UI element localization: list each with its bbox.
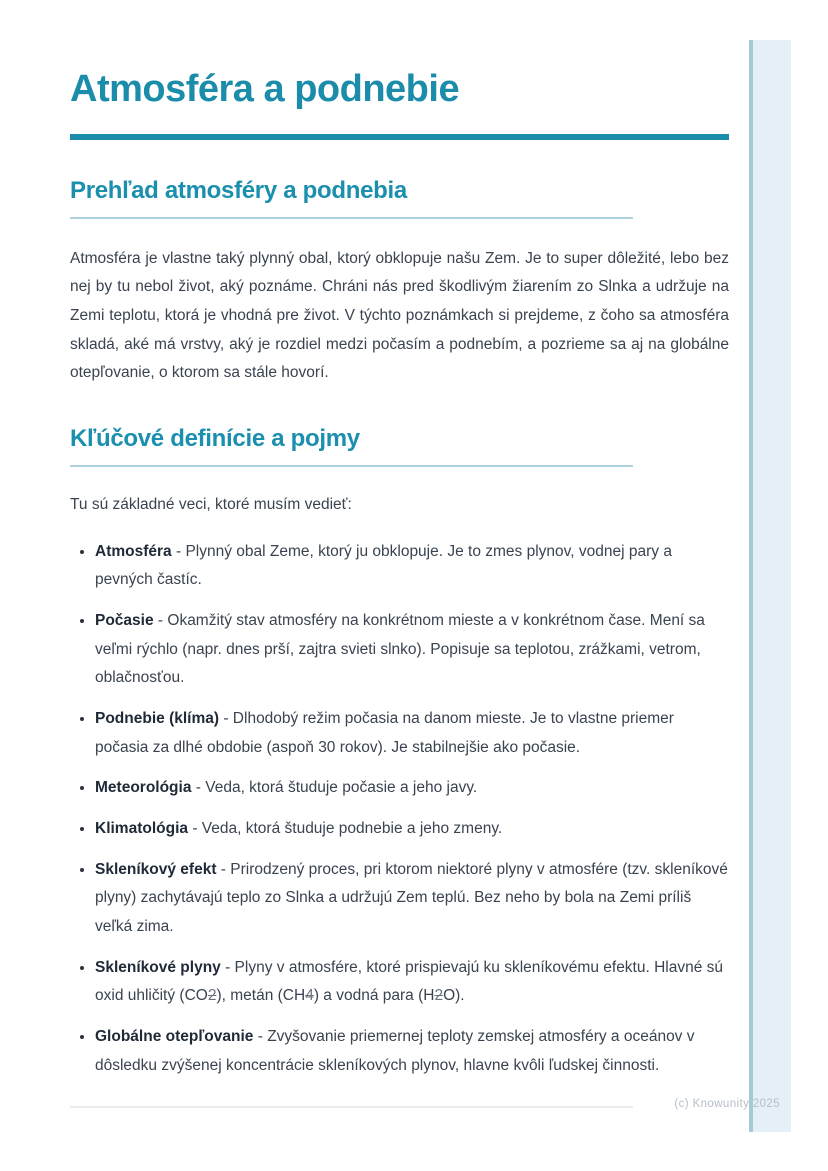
overview-paragraph: Atmosféra je vlastne taký plynný obal, ktorý obklopuje našu Zem. Je to super dôležité, lebo bez nej by tu nebol život, aký poznáme. Chráni nás pred škodlivým žiarením zo Slnka a udržuje na Zemi teplotu, ktorá je vhodná pre život. V týchto poznámkach si prejdeme, z čoho sa atmosféra skladá, aké má vrstvy, aký je rozdiel medzi počasím a podnebím, a pozrieme sa aj na globálne otepľovanie, o ktorom sa stále hovorí. [70, 249, 729, 382]
definition-term: Skleníkový efekt [95, 860, 217, 878]
footer-credit: (c) Knowunity 2025 [674, 1098, 780, 1110]
section-heading-overview: Prehľad atmosféry a podnebia [70, 176, 407, 204]
definition-item [95, 607, 729, 693]
definition-term: Meteorológia [95, 779, 192, 797]
definition-term: Klimatológia [95, 820, 189, 838]
definition-text: ) a vodná para (H [313, 987, 435, 1005]
definition-item [95, 774, 729, 803]
definition-text: O). [443, 987, 465, 1005]
page-content [70, 0, 729, 1108]
strikethrough-digit: 2 [207, 987, 217, 1005]
definition-text: - Plyny v atmosfére, ktoré prispievajú ku skleníkovému efektu. Hlavné sú oxid uhličitý (CO [95, 958, 724, 1005]
definition-item [95, 1023, 729, 1080]
title-rule [70, 134, 729, 140]
definition-term: Podnebie (klíma) [95, 710, 220, 728]
definition-text: - Veda, ktorá študuje počasie a jeho javy. [191, 779, 478, 797]
definition-item [95, 856, 729, 942]
definition-text: - Plynný obal Zeme, ktorý ju obklopuje. Je to zmes plynov, vodnej pary a pevných častíc. [95, 542, 672, 589]
bottom-divider [70, 1106, 633, 1108]
definitions-intro: Tu sú základné veci, ktoré musím vedieť: [70, 496, 352, 514]
strikethrough-digit: 4 [305, 987, 314, 1005]
definition-text: - Zvyšovanie priemernej teploty zemskej atmosféry a oceánov v dôsledku zvýšenej koncentrácie skleníkových plynov, hlavne kvôli ľudskej činnosti. [95, 1028, 695, 1074]
definition-item [95, 815, 729, 844]
strikethrough-digit: 2 [434, 987, 444, 1005]
definition-term: Atmosféra [95, 542, 172, 560]
definition-text: - Prirodzený proces, pri ktorom niektoré plyny v atmosfére (tzv. skleníkové plyny) zachytávajú teplo zo Slnka a udržujú Zem teplú. Bez neho by bola na Zemi príliš veľká zima. [95, 860, 728, 936]
heading-underline [70, 465, 633, 467]
section-heading-definitions: Kľúčové definície a pojmy [70, 425, 360, 453]
definitions-list [70, 538, 729, 1081]
section-overview [70, 176, 729, 388]
definition-text: ), metán (CH [216, 987, 306, 1005]
definition-text: - Dlhodobý režim počasia na danom mieste. Je to vlastne priemer počasia za dlhé obdobie (aspoň 30 rokov). Je stabilnejšie ako počasie. [95, 710, 674, 756]
section-definitions [70, 424, 729, 1080]
definition-text: - Veda, ktorá študuje podnebie a jeho zmeny. [188, 820, 503, 838]
definition-term: Počasie [95, 612, 154, 630]
definition-item [95, 705, 729, 762]
definition-text: - Okamžitý stav atmosféry na konkrétnom mieste a v konkrétnom čase. Mení sa veľmi rýchlo (napr. dnes prší, zajtra svieti slnko). Popisuje sa teplotou, zrážkami, vetrom, oblačnosťou. [95, 612, 705, 687]
definition-item [95, 538, 729, 595]
definition-item [95, 954, 729, 1011]
definition-term: Skleníkové plyny [95, 958, 221, 976]
heading-underline [70, 217, 633, 219]
page-edge-accent-bar [749, 40, 791, 1132]
definition-term: Globálne otepľovanie [95, 1028, 254, 1046]
page-title: Atmosféra a podnebie [70, 68, 460, 110]
